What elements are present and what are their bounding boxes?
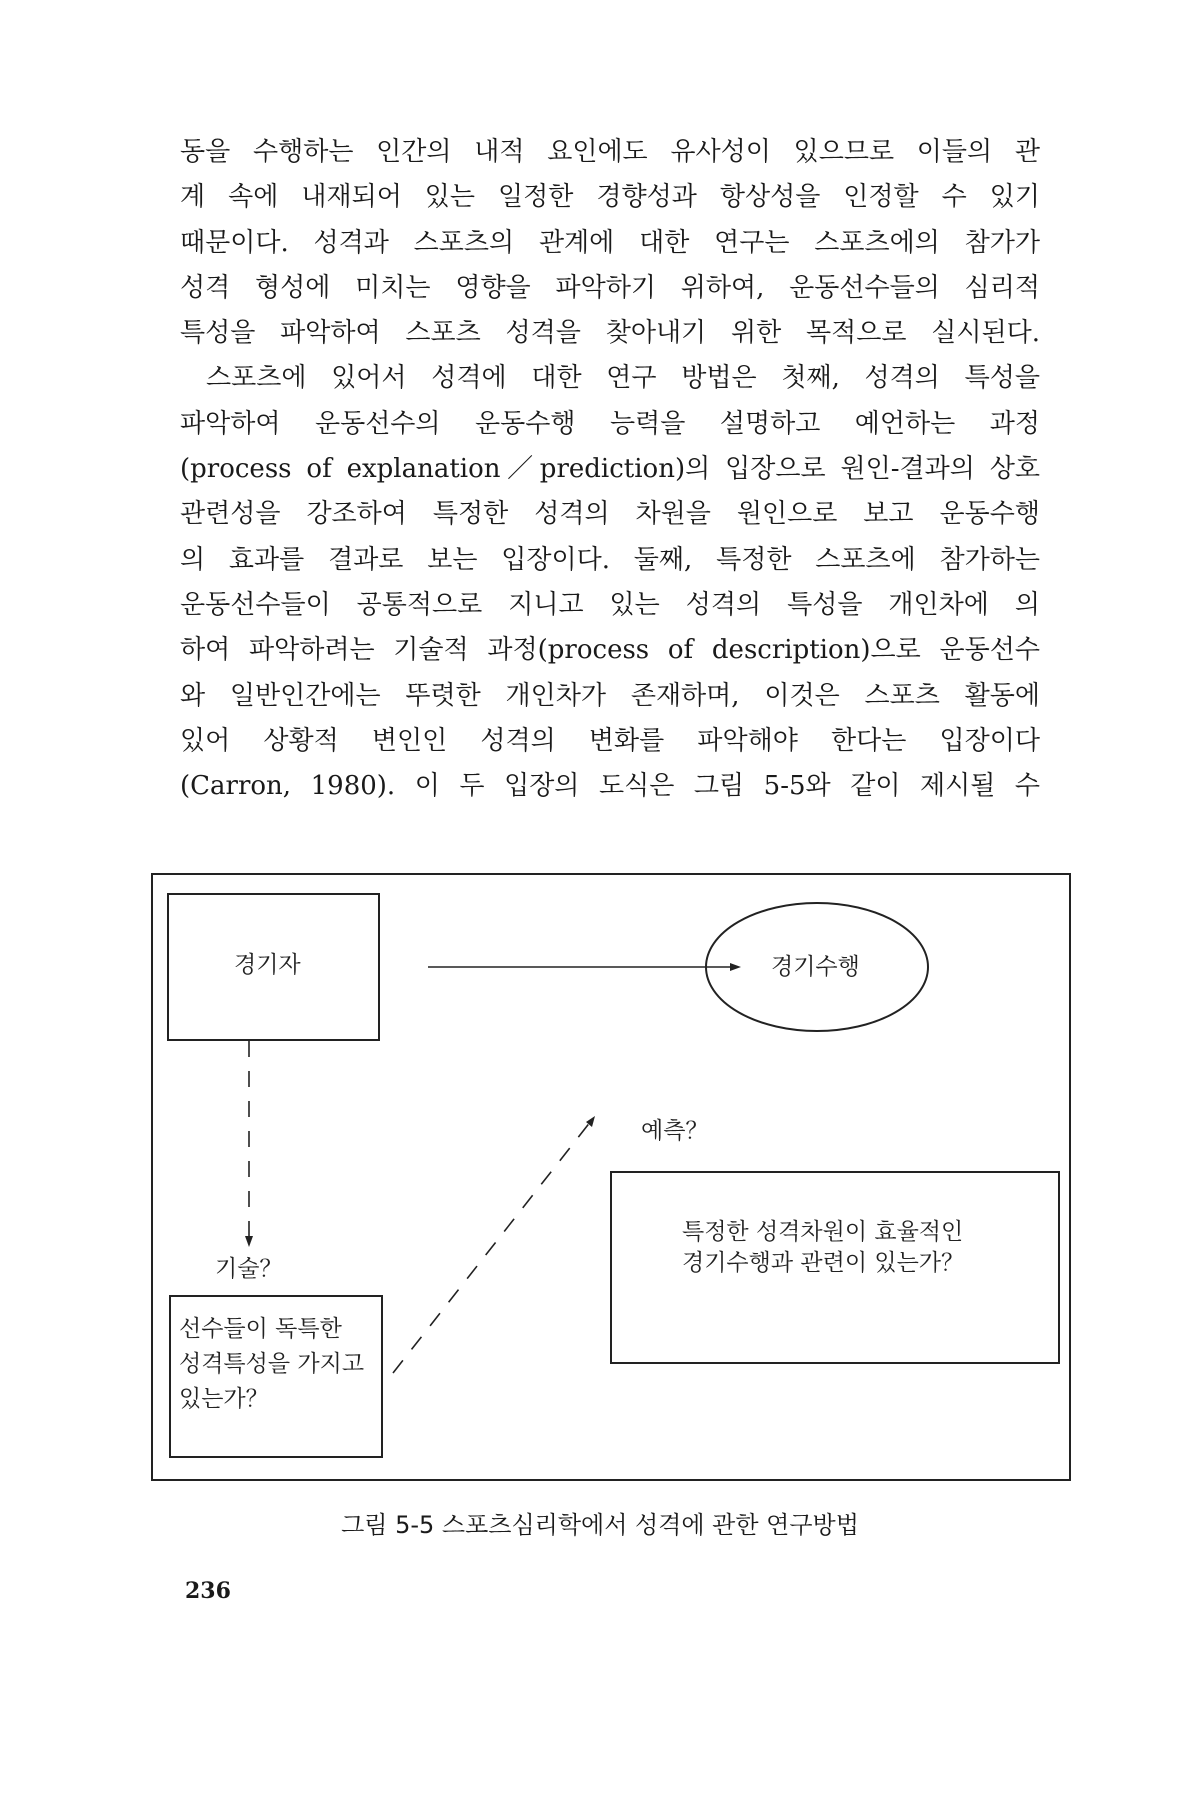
body-text	[180, 130, 1040, 809]
description-label: 기술？	[215, 1256, 283, 1282]
performance-label: 경기수행	[771, 954, 860, 980]
text-line: 성격 형성에 미치는 영향을 파악하기 위하여, 운동선수들의 심리적	[180, 272, 1040, 303]
description-question-line: 성격특성을 가지고	[179, 1351, 365, 1377]
page-number: 236	[185, 1578, 231, 1604]
text-line: 스포츠에 있어서 성격에 대한 연구 방법은 첫째, 성격의 특성을	[206, 363, 1040, 394]
text-line: 하여 파악하려는 기술적 과정(process of description)으로 운동선수	[180, 635, 1040, 666]
prediction-label: 예측？	[641, 1118, 709, 1144]
text-line: 동을 수행하는 인간의 내적 요인에도 유사성이 있으므로 이들의 관	[180, 137, 1040, 167]
arrowhead-right	[730, 963, 741, 971]
figure-5-5	[151, 873, 1071, 1481]
text-line: 관련성을 강조하여 특정한 성격의 차원을 원인으로 보고 운동수행	[180, 499, 1040, 530]
text-line: (process of explanation／prediction)의 입장으로 원인-결과의 상호	[180, 454, 1040, 485]
text-line: 운동선수들이 공통적으로 지니고 있는 성격의 특성을 개인차에 의	[180, 589, 1040, 620]
text-line: 특성을 파악하여 스포츠 성격을 찾아내기 위한 목적으로 실시된다.	[180, 318, 1040, 349]
prediction-dashed-arrow	[393, 1121, 591, 1373]
text-line: 계 속에 내재되어 있는 일정한 경향성과 항상성을 인정할 수 있기	[180, 182, 1040, 213]
text-line: 때문이다. 성격과 스포츠의 관계에 대한 연구는 스포츠에의 참가가	[180, 227, 1040, 258]
text-line: 파악하여 운동선수의 운동수행 능력을 설명하고 예언하는 과정	[180, 408, 1040, 439]
figure-caption: 그림 5-5 스포츠심리학에서 성격에 관한 연구방법	[341, 1511, 859, 1539]
description-question-line: 선수들이 독특한	[179, 1316, 342, 1342]
prediction-question-line: 경기수행과 관련이 있는가？	[682, 1250, 965, 1276]
text-line: 의 효과를 결과로 보는 입장이다. 둘째, 특정한 스포츠에 참가하는	[180, 544, 1040, 575]
text-line: 있어 상황적 변인인 성격의 변화를 파악해야 한다는 입장이다	[180, 725, 1040, 756]
arrowhead-down	[245, 1236, 253, 1247]
athlete-label: 경기자	[234, 952, 301, 978]
text-line: 와 일반인간에는 뚜렷한 개인차가 존재하며, 이것은 스포츠 활동에	[180, 680, 1040, 711]
text-line: (Carron, 1980). 이 두 입장의 도식은 그림 5-5와 같이 제시될 수	[180, 771, 1040, 802]
prediction-question-line: 특정한 성격차원이 효율적인	[682, 1219, 964, 1245]
description-question-line: 있는가？	[179, 1386, 269, 1412]
